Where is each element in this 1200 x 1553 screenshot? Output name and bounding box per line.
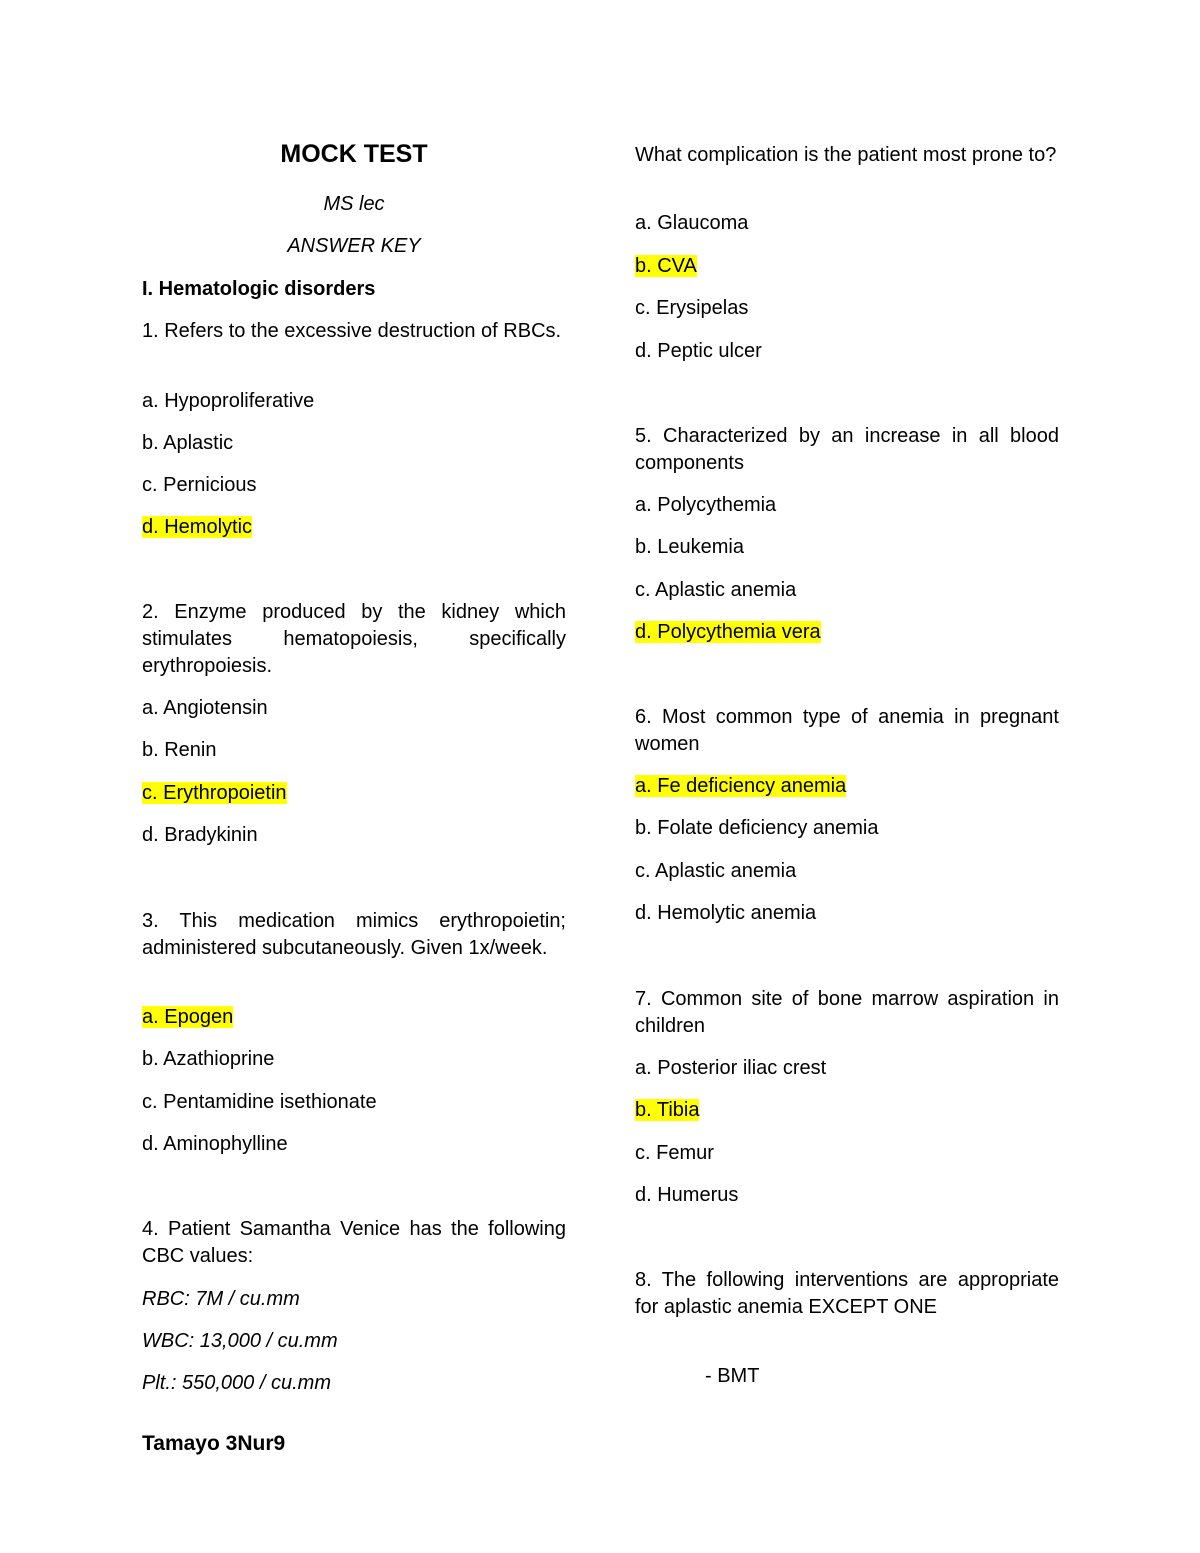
answer-highlight: a. Epogen — [142, 1006, 234, 1028]
answer-highlight: b. CVA — [635, 255, 697, 277]
q6-option-a-answer — [635, 773, 1059, 800]
q3-option-a-answer — [142, 1004, 566, 1031]
q5-option-c: c. Aplastic anemia — [635, 579, 797, 601]
question-2-stem: 2. Enzyme produced by the kidney which stimulates hematopoiesis, specifically erythropoiesis. — [142, 601, 566, 677]
question-4-prompt: What complication is the patient most prone to? — [635, 144, 1057, 166]
q3-option-b: b. Azathioprine — [142, 1048, 275, 1070]
cbc-plt-value: Plt.: 550,000 / cu.mm — [142, 1372, 331, 1394]
answer-key-label: ANSWER KEY — [287, 235, 421, 257]
answer-highlight: b. Tibia — [635, 1099, 700, 1121]
q2-option-b: b. Renin — [142, 739, 217, 761]
page-subtitle: MS lec — [323, 193, 385, 215]
author-footer: Tamayo 3Nur9 — [142, 1432, 286, 1455]
q8-item-bmt: - BMT — [705, 1365, 760, 1387]
answer-highlight: d. Hemolytic — [142, 516, 253, 538]
q6-option-b: b. Folate deficiency anemia — [635, 817, 879, 839]
question-4-stem: 4. Patient Samantha Venice has the following CBC values: — [142, 1218, 566, 1267]
q1-option-b: b. Aplastic — [142, 432, 234, 454]
q6-option-d: d. Hemolytic anemia — [635, 902, 817, 924]
q5-option-a: a. Polycythemia — [635, 494, 777, 516]
question-6-stem: 6. Most common type of anemia in pregnant women — [635, 706, 1059, 755]
q4-option-a: a. Glaucoma — [635, 212, 749, 234]
q3-option-c: c. Pentamidine isethionate — [142, 1091, 377, 1113]
section-heading: I. Hematologic disorders — [142, 278, 376, 300]
q3-option-d: d. Aminophylline — [142, 1133, 288, 1155]
q7-option-d: d. Humerus — [635, 1184, 739, 1206]
q4-option-d: d. Peptic ulcer — [635, 340, 762, 362]
q5-option-d-answer — [635, 619, 1059, 646]
q2-option-c-answer — [142, 780, 566, 807]
question-8-stem: 8. The following interventions are appropriate for aplastic anemia EXCEPT ONE — [635, 1269, 1059, 1318]
question-1-stem: 1. Refers to the excessive destruction of RBCs. — [142, 320, 562, 342]
q1-option-c: c. Pernicious — [142, 474, 257, 496]
q7-option-a: a. Posterior iliac crest — [635, 1057, 827, 1079]
page-title: MOCK TEST — [280, 140, 428, 168]
answer-highlight: c. Erythropoietin — [142, 782, 287, 804]
q2-option-a: a. Angiotensin — [142, 697, 268, 719]
q1-option-a: a. Hypoproliferative — [142, 390, 315, 412]
q4-option-c: c. Erysipelas — [635, 297, 749, 319]
question-3-stem: 3. This medication mimics erythropoietin; administered subcutaneously. Given 1x/week. — [142, 910, 566, 959]
q2-option-d: d. Bradykinin — [142, 824, 258, 846]
q1-option-d-answer — [142, 514, 566, 541]
question-5-stem: 5. Characterized by an increase in all blood components — [635, 425, 1059, 474]
q5-option-b: b. Leukemia — [635, 536, 744, 558]
question-7-stem: 7. Common site of bone marrow aspiration in children — [635, 988, 1059, 1037]
answer-highlight: a. Fe deficiency anemia — [635, 775, 847, 797]
answer-highlight: d. Polycythemia vera — [635, 621, 821, 643]
cbc-rbc-value: RBC: 7M / cu.mm — [142, 1288, 300, 1310]
q6-option-c: c. Aplastic anemia — [635, 860, 797, 882]
cbc-wbc-value: WBC: 13,000 / cu.mm — [142, 1330, 338, 1352]
q4-option-b-answer — [635, 253, 1059, 280]
q7-option-c: c. Femur — [635, 1142, 714, 1164]
q7-option-b-answer — [635, 1097, 1059, 1124]
